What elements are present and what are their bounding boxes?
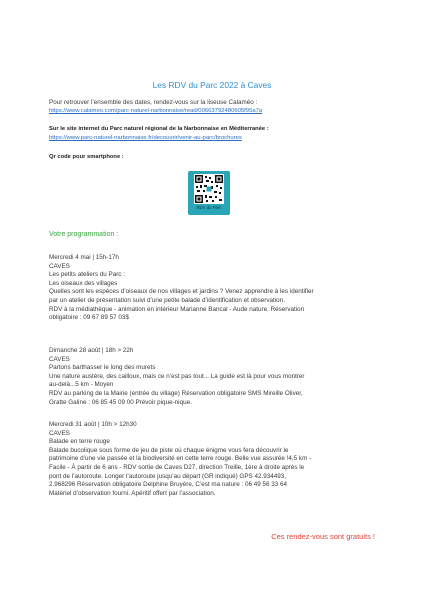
event-date: Mercredi 31 août | 10h > 12h30 [49,421,137,428]
event-line: Une nature austère, des cailloux, mais ce n’est pas tout... La guide est là pour vous montrer [49,372,305,380]
event-line: patrimoine d’une vie passée et la biodiversité en cette terre rouge. Belle vue assurée !4,5 km - [49,455,312,463]
event-line: par un atelier de présentation suivi d’une petite balade d’identification et observation. [49,297,285,304]
event-location: CAVES [49,262,70,270]
event-date: Dimanche 28 août | 18h > 22h [49,347,134,354]
event-location: CAVES [49,429,70,437]
programmation-heading: Votre programmation : [49,231,119,238]
parc-website-link[interactable]: https://www.parc-naturel-narbonnaise.fr/decouvrir/venir-au-parc/brochures [49,135,242,141]
event-line: obligatoire : 09 67 89 57 03$ [49,314,129,322]
site-text: Sur le site internet du Parc naturel régional de la Narbonnaise en Méditerranée : [49,126,269,132]
event-location: CAVES [49,355,70,363]
event-line: Balade bucolique sous forme de jeu de piste où chaque énigme vous fera découvrir le [49,446,289,454]
event-line: Matériel d’observation fourni. Apéritif offert par l’association. [49,489,216,497]
qr-code-card[interactable] [188,171,230,215]
event-line: Facile - À partir de 6 ans - RDV sortie de Caves D27, direction Treille, 1ère à droite après le [49,464,305,471]
qr-code-image [194,174,224,204]
qr-code-label: Qr code pour smartphone : [49,154,124,160]
qr-caption: RDV du Parc [196,205,222,210]
page-title: Les RDV du Parc 2022 à Caves [152,80,272,90]
event-line: pont de l’autoroute. Longer l’autoroute jusqu’au départ (GR indiqué) GPS 42.934493, [49,472,286,480]
intro-text: Pour retrouver l’ensemble des dates, rendez-vous sur la liseuse Calaméo : [49,99,258,106]
event-line: RDV au parking de la Mairie (entrée du village) Réservation obligatoire SMS Mireille Oliver, [49,390,303,397]
calameo-link[interactable]: https://www.calameo.com/parc-naturel-narbonnaise/read/00663792480605f95a7a [49,108,263,114]
event-line: RDV à la médiathèque - animation en intérieur Marianne Bancal - Aude nature. Réservation [49,305,305,313]
event-line: au-delà...5 km - Moyen [49,381,114,389]
event-date: Mercredi 4 mai | 15h-17h [49,254,119,261]
free-notice: Ces rendez-vous sont gratuits ! [271,532,375,541]
event-line: Les petits ateliers du Parc : [49,271,125,279]
event-line: Partons barthasser le long des murets [49,364,156,372]
event-line: Balade en terre rouge [49,438,110,446]
event-line: 2.968296 Réservation obligatoire Delphine Bruyère, C’est ma nature : 06 49 56 33 64 [49,481,288,489]
event-line: Quelles sont les espèces d’oiseaux de nos villages et jardins ? Venez apprendre à les identifier [49,288,314,296]
event-line: Les oiseaux des villages [49,279,118,287]
event-line: Gratte Galine : 06 85 45 09 00 Prévoir pique-nique. [49,398,192,406]
